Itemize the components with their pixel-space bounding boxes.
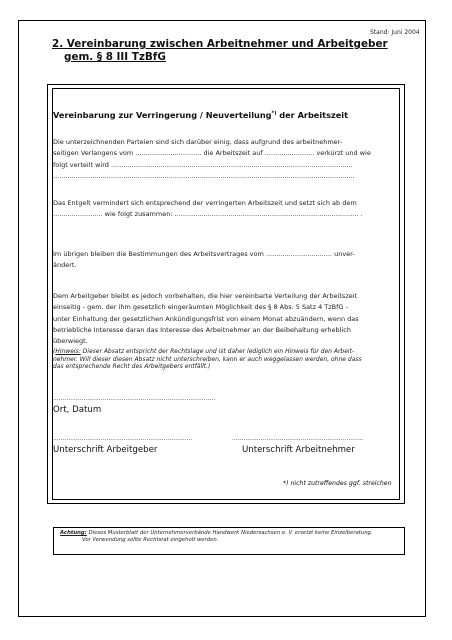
- text-line: folgt verteilt wird .....................................................................................................................: [53, 160, 353, 169]
- notice-text: [60, 530, 373, 544]
- text-line: Das Entgelt vermindert sich entsprechend der verringerten Arbeitszeit und setzt sich ab dem: [53, 199, 357, 207]
- hint-line: [53, 348, 399, 356]
- stand-date: Stand: Juni 2004: [370, 29, 420, 36]
- footnote-mark: *): [271, 110, 277, 117]
- notice-line: [60, 530, 373, 537]
- text-line: betriebliche Interesse daran das Interesse des Arbeitnehmer an der Beibehaltung erheblich: [53, 325, 351, 334]
- hint-line: das entsprechende Recht des Arbeitgebers entfällt.): [53, 363, 211, 371]
- text-line: Dem Arbeitgeber bleibt es jedoch vorbehalten, die hier vereinbarte Verteilung der Arbeitszeit: [53, 292, 358, 300]
- hint-label: Hinweis:: [55, 348, 81, 355]
- hint-open: (: [53, 348, 56, 355]
- place-date-label: Ort, Datum: [53, 405, 102, 415]
- employer-signature-label: Unterschrift Arbeitgeber: [53, 445, 158, 455]
- paragraph-agreement-terms: [53, 137, 399, 182]
- employee-signature-label: Unterschrift Arbeitnehmer: [242, 445, 355, 455]
- section-title-line2: gem. § 8 III TzBfG: [64, 51, 166, 63]
- agreement-heading: [53, 110, 348, 120]
- employer-signature-line: .........................................................................: [53, 435, 193, 442]
- section-title-line1: 2. Vereinbarung zwischen Arbeitnehmer und Arbeitgeber: [52, 38, 388, 50]
- text-line: überwiegt.: [53, 337, 88, 346]
- agreement-heading-suffix: der Arbeitszeit: [276, 110, 348, 120]
- text-line: ändert.: [53, 261, 77, 270]
- hint-note: [53, 348, 399, 371]
- place-date-line: .....................................................................................: [53, 395, 216, 402]
- section-title: [52, 38, 392, 64]
- text-line: Die unterzeichnenden Parteien sind sich darüber einig, dass aufgrund des arbeitnehmer-: [53, 138, 343, 146]
- notice-label: Achtung:: [60, 530, 87, 536]
- notice-line1: Dieses Musterblatt der Unternehmerverbände Handwerk Niedersachsen e. V. ersetzt keine Einzelberatung.: [86, 530, 373, 536]
- notice-line2: Vor Verwendung sollte Rechtsrat eingeholt werden.: [82, 537, 219, 544]
- employee-signature-line: .....................................................................: [232, 435, 364, 442]
- footnote: *) nicht zutreffendes ggf. streichen: [283, 480, 392, 487]
- text-line: unter Einhaltung der gesetzlichen Ankündigungsfrist von einem Monat abzuändern, wenn das: [53, 314, 359, 323]
- hint-line: nehmer. Will dieser diesen Absatz nicht unterschreiben, kann er auch weggelassen werden, ohne dass: [53, 355, 362, 363]
- paragraph-salary: [53, 198, 399, 221]
- text-line: Im übrigen bleiben die Bestimmungen des Arbeitsvertrages vom ................................ unver-: [53, 250, 355, 258]
- hint-text: Dieser Absatz entspricht der Rechtslage und ist daher lediglich ein Hinweis für den Arbeit-: [80, 348, 355, 355]
- paragraph-contract: [53, 249, 399, 272]
- text-line: einseitig - gem. der ihm gesetzlich eingeräumten Möglichkeit des § 8 Abs. 5 Satz 4 TzBfG -: [53, 303, 348, 312]
- text-line: ........................ wie folgt zusammen: ......................................................................................... .: [53, 210, 363, 219]
- paragraph-employer-reservation: [53, 291, 399, 347]
- text-line: ..................................................................................................................................................: [53, 171, 355, 180]
- agreement-heading-text: Vereinbarung zur Verringerung / Neuverteilung: [53, 110, 272, 120]
- text-line: seitigen Verlangens vom ................................ die Arbeitszeit auf ........................ verkürzt und wie: [53, 149, 371, 158]
